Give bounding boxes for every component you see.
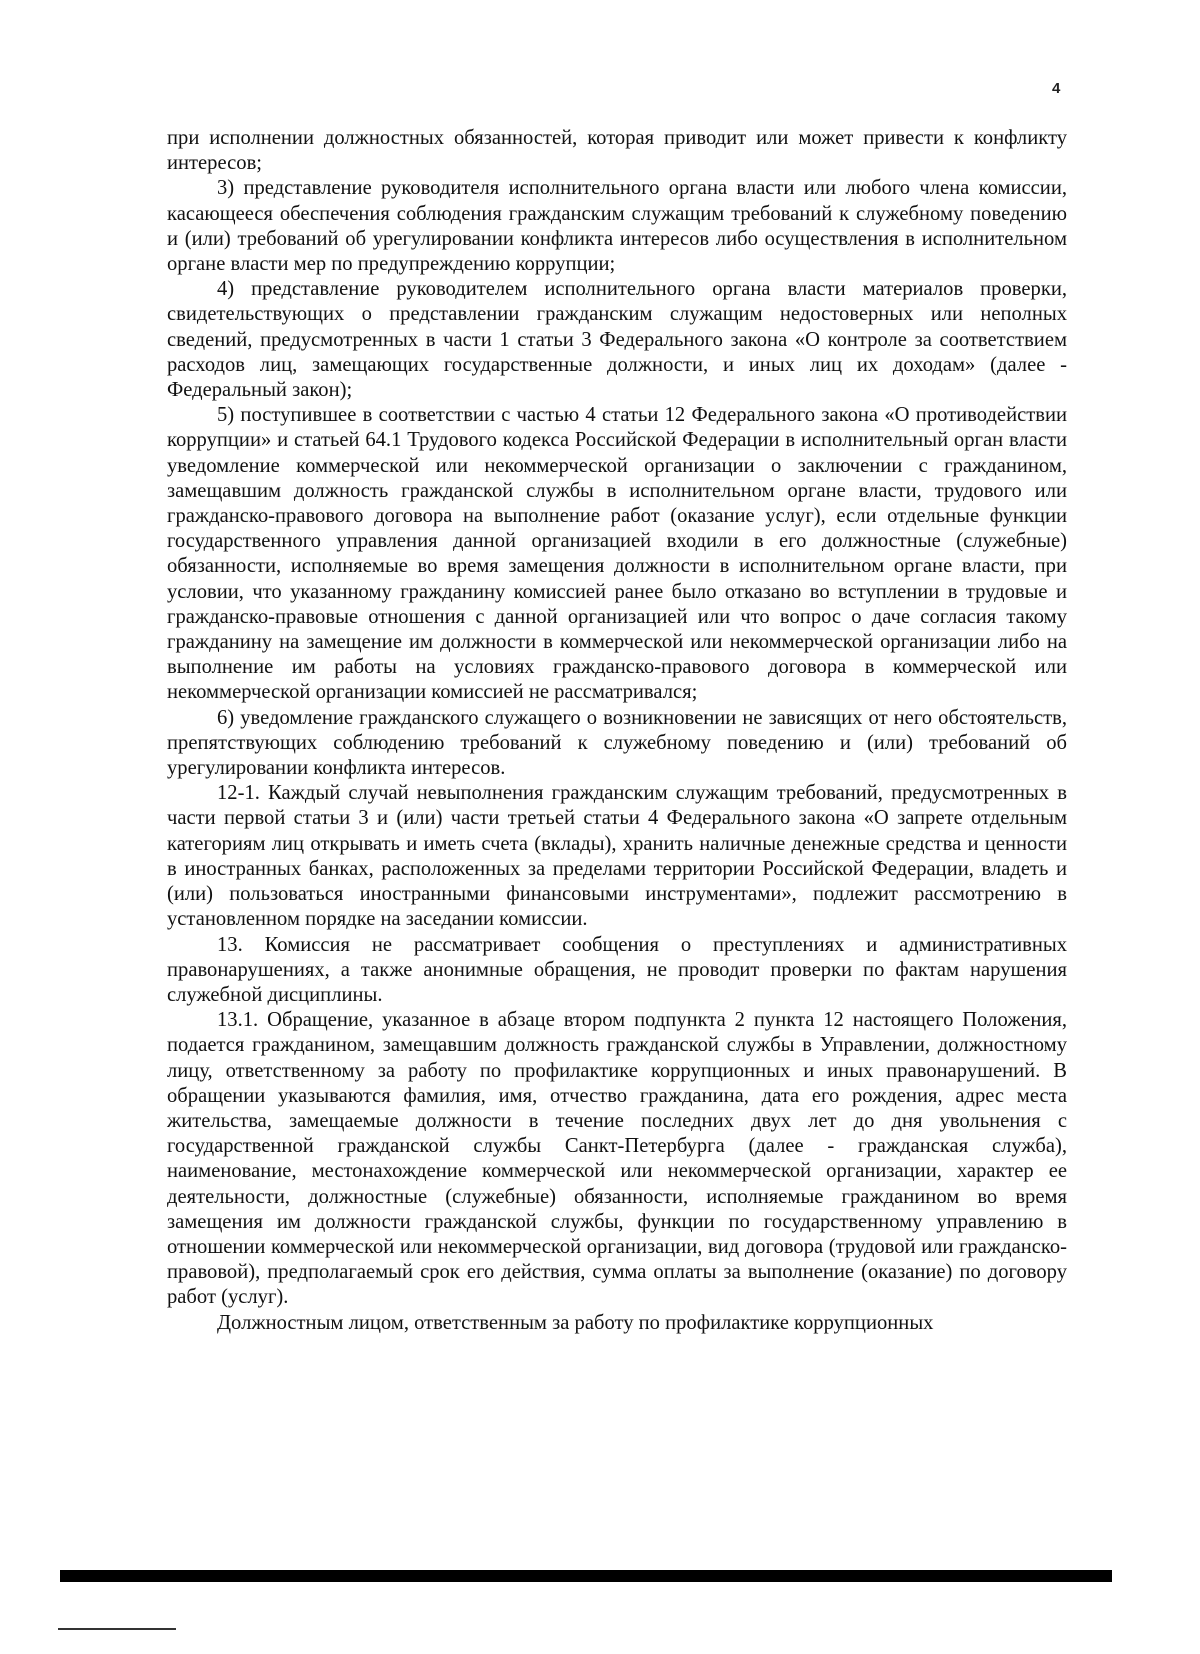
paragraph-item-5: 5) поступившее в соответствии с частью 4 статьи 12 Федерального закона «О противодействии коррупции» и статьей 64.1 Трудового кодекса Российской Федерации в исполнительный орган власти уведомление коммерческой или некоммерческой организации о заключении с гражданином, замещавшим должность гражданской службы в исполнительном органе власти, трудового или гражданско-правового договора на выполнение работ (оказание услуг), если отдельные функции государственного управления данной организацией входили в его должностные (служебные) обязанности, исполняемые во время замещения должности в исполнительном органе власти, при условии, что указанному гражданину комиссией ранее было отказано во вступлении в трудовые и гражданско-правовые отношения с данной организацией или что вопрос о даче согласия такому гражданину на замещение им должности в коммерческой или некоммерческой организации либо на выполнение им работы на условиях гражданско-правового договора в коммерческой или некоммерческой организации комиссией не рассматривался; bbox=[167, 404, 1067, 704]
page-number: 4 bbox=[1052, 80, 1061, 97]
paragraph-13: 13. Комиссия не рассматривает сообщения о преступлениях и административных правонарушениях, а также анонимные обращения, не проводит проверки по фактам нарушения служебной дисциплины. bbox=[167, 933, 1067, 1006]
paragraph-continuation: при исполнении должностных обязанностей, которая приводит или может привести к конфликту интересов; bbox=[167, 127, 1067, 175]
scan-bottom-tick bbox=[58, 1628, 176, 1630]
paragraph-item-4: 4) представление руководителем исполнительного органа власти материалов проверки, свидетельствующих о представлении гражданским служащим недостоверных или неполных сведений, предусмотренных в части 1 статьи 3 Федерального закона «О контроле за соответствием расходов лиц, замещающих государственные должности, и иных лиц их доходам» (далее - Федеральный закон); bbox=[167, 278, 1067, 402]
paragraph-12-1: 12-1. Каждый случай невыполнения гражданским служащим требований, предусмотренных в части первой статьи 3 и (или) части третьей статьи 4 Федерального закона «О запрете отдельным категориям лиц открывать и иметь счета (вклады), хранить наличные денежные средства и ценности в иностранных банках, расположенных за пределами территории Российской Федерации, владеть и (или) пользоваться иностранными финансовыми инструментами», подлежит рассмотрению в установленном порядке на заседании комиссии. bbox=[167, 782, 1067, 931]
paragraph-final: Должностным лицом, ответственным за работу по профилактике коррупционных bbox=[217, 1311, 934, 1334]
paragraph-item-6: 6) уведомление гражданского служащего о возникновении не зависящих от него обстоятельств, препятствующих соблюдению требований к служебному поведению и (или) требований об урегулировании конфликта интересов. bbox=[167, 706, 1067, 780]
paragraph-item-3: 3) представление руководителя исполнительного органа власти или любого члена комиссии, касающееся обеспечения соблюдения гражданским служащим требований к служебному поведению и (или) требований об урегулировании конфликта интересов либо осуществления в исполнительном органе власти мер по предупреждению коррупции; bbox=[167, 177, 1067, 276]
document-body bbox=[167, 126, 1067, 1336]
scan-bottom-bar bbox=[60, 1570, 1112, 1582]
paragraph-13-1: 13.1. Обращение, указанное в абзаце втором подпункта 2 пункта 12 настоящего Положения, подается гражданином, замещавшим должность гражданской службы в Управлении, должностному лицу, ответственному за работу по профилактике коррупционных и иных правонарушений. В обращении указываются фамилия, имя, отчество гражданина, дата его рождения, адрес места жительства, замещаемые должности в течение последних двух лет до дня увольнения с государственной гражданской службы Санкт-Петербурга (далее - гражданская служба), наименование, местонахождение коммерческой или некоммерческой организации, характер ее деятельности, должностные (служебные) обязанности, исполняемые гражданином во время замещения им должности гражданской службы, функции по государственному управлению в отношении коммерческой или некоммерческой организации, вид договора (трудовой или гражданско-правовой), предполагаемый срок его действия, сумма оплаты за выполнение (оказание) по договору работ (услуг). bbox=[167, 1009, 1067, 1309]
